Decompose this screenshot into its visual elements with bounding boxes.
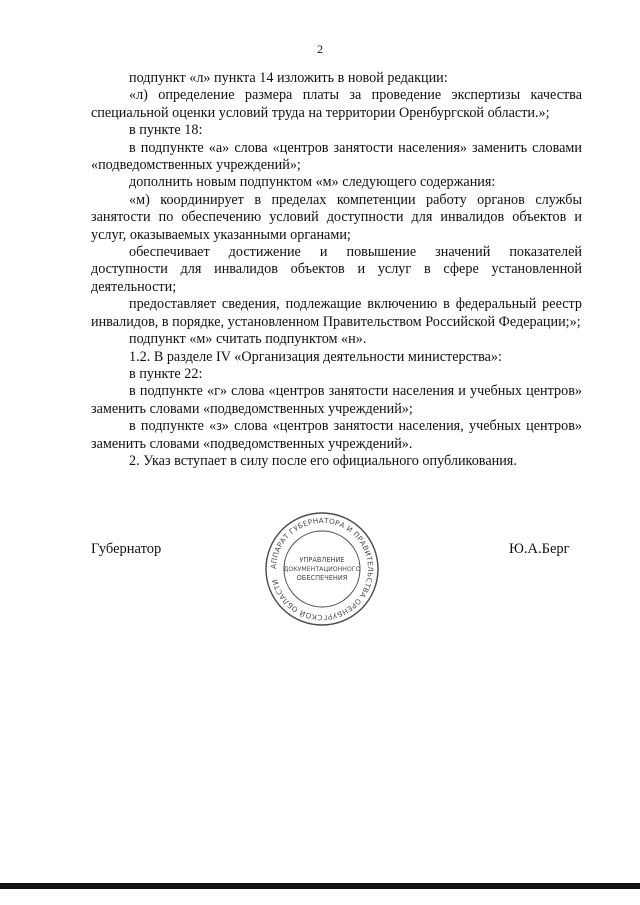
paragraph: в пункте 22:	[129, 365, 203, 382]
signatory-title: Губернатор	[91, 541, 162, 557]
stamp-line: УПРАВЛЕНИЕ	[299, 556, 345, 564]
scan-edge-bar	[0, 883, 640, 889]
official-stamp	[263, 510, 381, 628]
paragraph: 1.2. В разделе IV «Организация деятельности министерства»:	[129, 348, 502, 365]
paragraph: «л) определение размера платы за проведение экспертизы качества специальной оценки условий труда на территории Оренбургской области.»;	[91, 87, 582, 121]
paragraph: предоставляет сведения, подлежащие включению в федеральный реестр инвалидов, в порядке, установленном Правительством Российской Федерации;»;	[91, 296, 582, 330]
page-number: 2	[317, 42, 323, 56]
paragraph: дополнить новым подпунктом «м» следующего содержания:	[129, 174, 496, 191]
paragraph: подпункт «л» пункта 14 изложить в новой редакции:	[129, 70, 448, 86]
paragraph: обеспечивает достижение и повышение значений показателей доступности для инвалидов объектов и услуг в сфере установленной деятельности;	[91, 244, 582, 295]
stamp-ring-text: АППАРАТ ГУБЕРНАТОРА И ПРАВИТЕЛЬСТВА ОРЕНБУРГСКОЙ ОБЛАСТИ	[268, 515, 376, 623]
paragraph: в подпункте «г» слова «центров занятости населения и учебных центров» заменить словами «подведомственных учреждений»;	[91, 383, 582, 417]
stamp-line: ДОКУМЕНТАЦИОННОГО	[283, 566, 361, 573]
paragraph: в подпункте «з» слова «центров занятости населения, учебных центров» заменить словами «подведомственных учреждений».	[91, 418, 582, 452]
paragraph: 2. Указ вступает в силу после его официального опубликования.	[129, 452, 517, 469]
document-body	[91, 70, 582, 470]
signatory-name: Ю.А.Берг	[509, 541, 570, 557]
signature-block	[0, 510, 640, 623]
paragraph: в пункте 18:	[129, 122, 203, 139]
paragraph: подпункт «м» считать подпунктом «н».	[129, 331, 367, 348]
paragraph: в подпункте «а» слова «центров занятости населения» заменить словами «подведомственных учреждений»;	[91, 139, 582, 174]
paragraph: «м) координирует в пределах компетенции работу органов службы занятости по обеспечению условий доступности для инвалидов объектов и услуг, оказываемых указанными органами;	[91, 191, 582, 243]
stamp-line: ОБЕСПЕЧЕНИЯ	[296, 574, 348, 582]
